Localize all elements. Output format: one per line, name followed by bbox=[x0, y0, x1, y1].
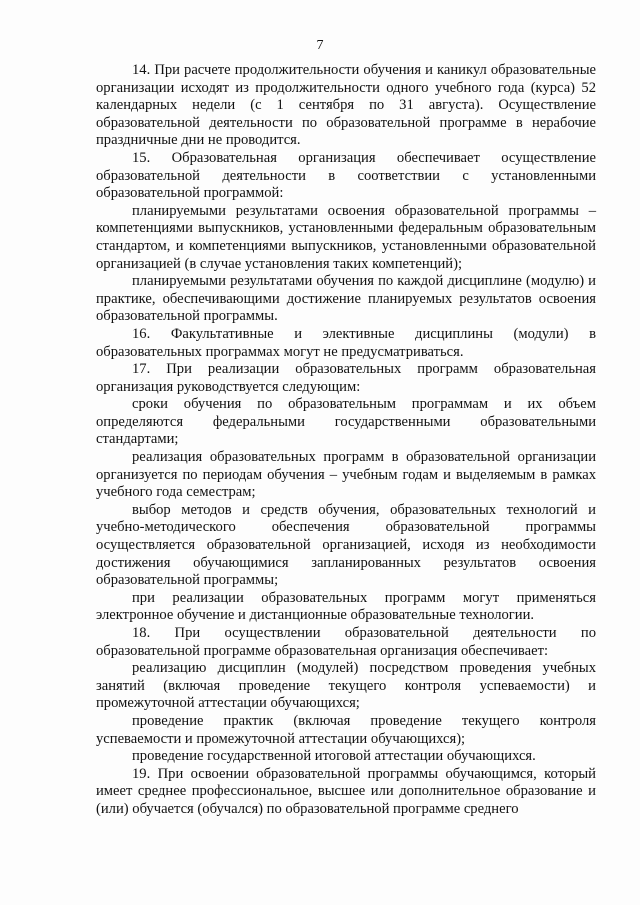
paragraph-17-item-3: выбор методов и средств обучения, образовательных технологий и учебно-методического обеспечения образовательной программы осуществляется образовательной организацией, исходя из необходимости достижения обучающимися запланированных результатов освоения образовательной программы; bbox=[96, 501, 596, 589]
paragraph-19: 19. При освоении образовательной программы обучающимся, который имеет среднее профессиональное, высшее или дополнительное образование и (или) обучается (обучался) по образовательной программе среднего bbox=[96, 765, 596, 817]
paragraph-17-item-2: реализация образовательных программ в образовательной организации организуется по периодам обучения – учебным годам и выделяемым в рамках учебного года семестрам; bbox=[96, 449, 596, 501]
paragraph-15: 15. Образовательная организация обеспечивает осуществление образовательной деятельности в соответствии с установленными образовательной программой: bbox=[96, 149, 596, 202]
page-number: 7 bbox=[316, 38, 324, 53]
paragraph-18-item-3: проведение государственной итоговой аттестации обучающихся. bbox=[132, 748, 536, 765]
document-body bbox=[96, 62, 596, 819]
paragraph-17-item-4: при реализации образовательных программ могут применяться электронное обучение и дистанционные образовательные технологии. bbox=[96, 589, 596, 624]
paragraph-14: 14. При расчете продолжительности обучения и каникул образовательные организации исходят из продолжительности одного учебного года (курса) 52 календарных недели (с 1 сентября по 31 августа). Осуществление образовательной деятельности по образовательной программе в нерабочие праздничные дни не проводится. bbox=[96, 62, 596, 149]
paragraph-15-item-2: планируемыми результатами обучения по каждой дисциплине (модулю) и практике, обеспечивающими достижение планируемых результатов освоения образовательной программы. bbox=[96, 273, 596, 325]
paragraph-15-item-1: планируемыми результатами освоения образовательной программы – компетенциями выпускников, установленными федеральным образовательным стандартом, и компетенциями выпускников, установленными образовательной организацией (в случае установления таких компетенций); bbox=[96, 202, 596, 272]
paragraph-18: 18. При осуществлении образовательной деятельности по образовательной программе образовательная организация обеспечивает: bbox=[96, 625, 596, 659]
paragraph-16: 16. Факультативные и элективные дисциплины (модули) в образовательных программах могут не предусматриваться. bbox=[96, 325, 596, 360]
paragraph-17-item-1: сроки обучения по образовательным программам и их объем определяются федеральными государственными образовательными стандартами; bbox=[96, 396, 596, 448]
paragraph-17: 17. При реализации образовательных программ образовательная организация руководствуется следующим: bbox=[96, 361, 596, 395]
paragraph-18-item-2: проведение практик (включая проведение текущего контроля успеваемости и промежуточной аттестации обучающихся); bbox=[96, 712, 596, 747]
paragraph-18-item-1: реализацию дисциплин (модулей) посредством проведения учебных занятий (включая проведение текущего контроля успеваемости) и промежуточной аттестации обучающихся; bbox=[96, 660, 596, 712]
